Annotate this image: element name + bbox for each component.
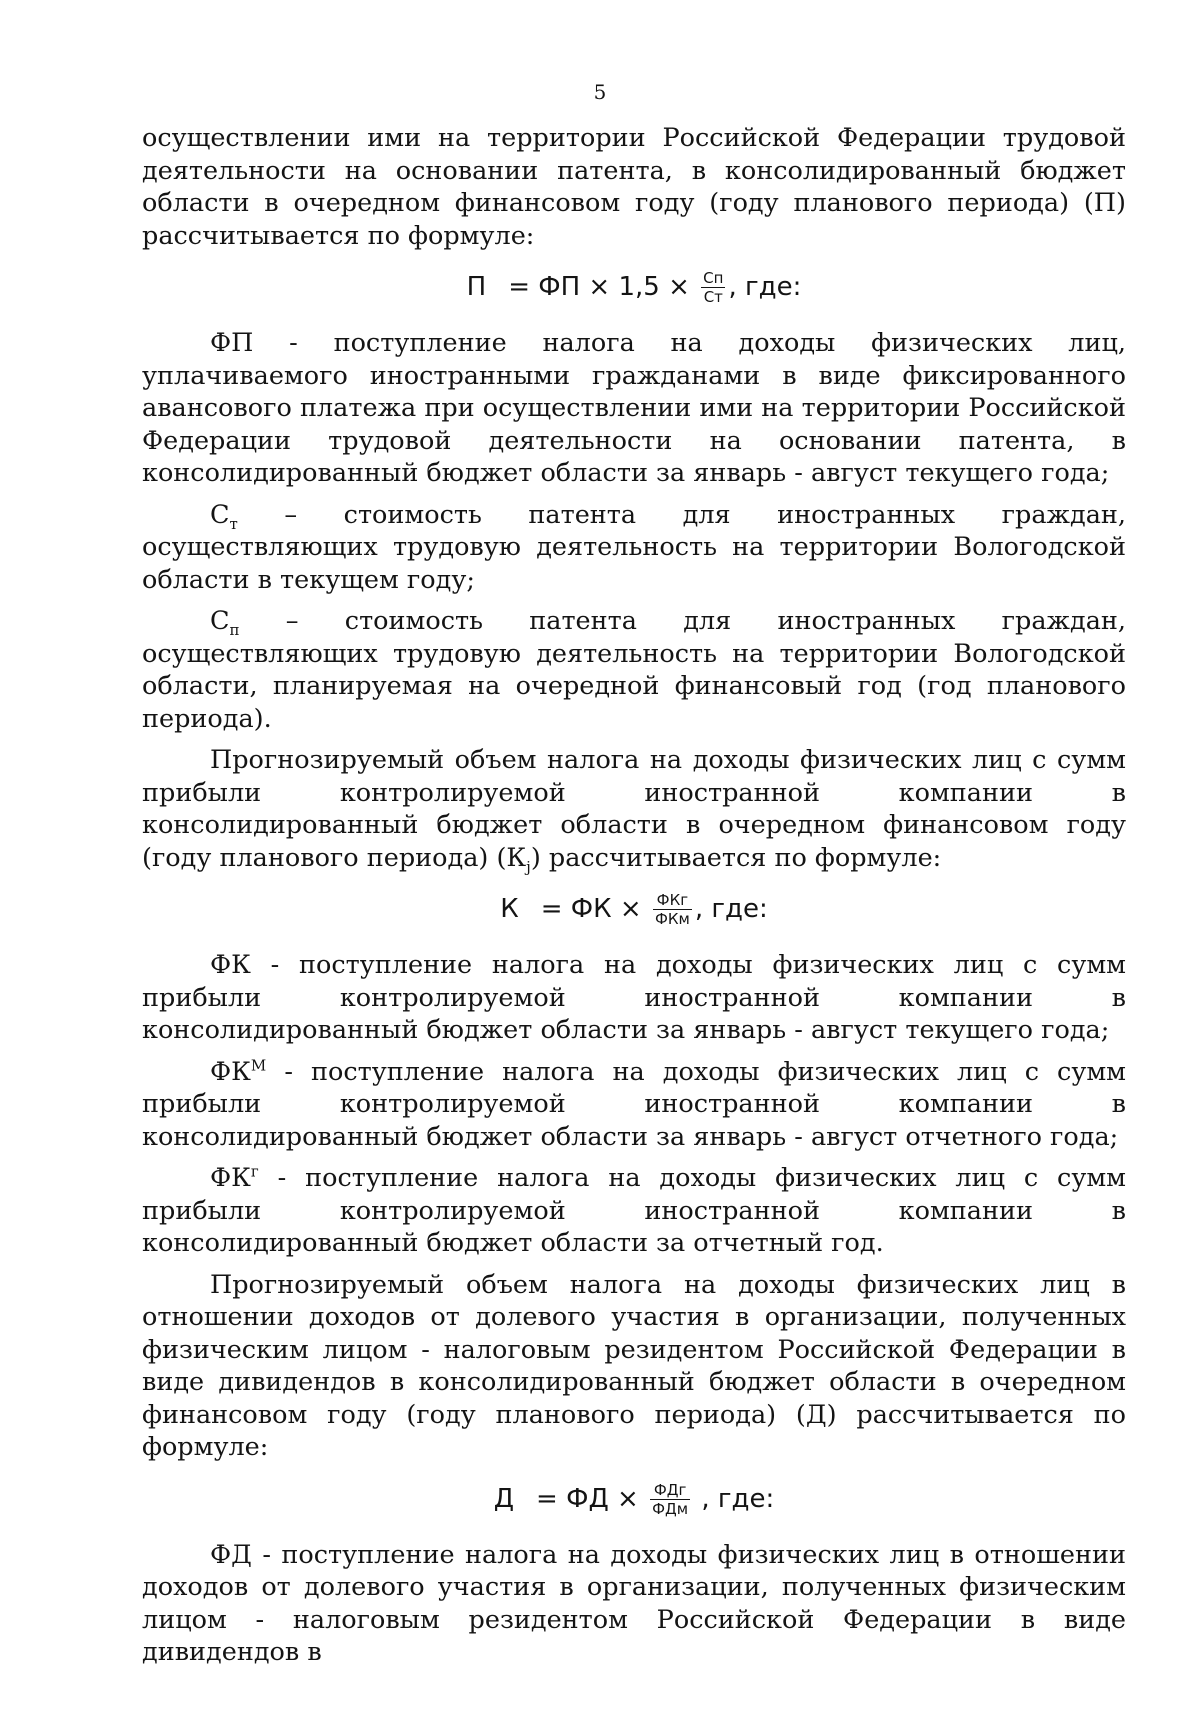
formula-rhs: = ФД × — [536, 1483, 639, 1514]
formula-d — [142, 1473, 1126, 1525]
fraction-denominator: ФКм — [654, 910, 690, 928]
definition-fk: ФК - поступление налога на доходы физических лиц с сумм прибыли контролируемой иностранной компании в консолидированный бюджет области за январь - август текущего года; — [142, 950, 1126, 1045]
definition-symbol: ФК — [210, 1056, 251, 1087]
document-body — [142, 122, 1126, 1678]
definition-subscript: т — [229, 514, 238, 533]
fraction-numerator: ФКг — [653, 891, 692, 910]
fraction-numerator: Сп — [703, 269, 724, 287]
formula-where: , где: — [728, 272, 802, 302]
definition-sp — [142, 605, 1126, 735]
definition-symbol: С — [210, 499, 230, 530]
definition-fkm — [142, 1056, 1126, 1154]
paragraph-d-forecast: Прогнозируемый объем налога на доходы физических лиц в отношении доходов от долевого участия в организации, полученных физическим лицом - налоговым резидентом Российской Федерации в виде дивидендов в консолидированный бюджет области в очередном финансовом году (году планового периода) (Д) рассчитывается по формуле: — [142, 1269, 1126, 1462]
formula-rhs: = ФП × 1,5 × — [508, 272, 690, 302]
paragraph-subscript: j — [526, 857, 531, 876]
paragraph-k-forecast — [142, 744, 1126, 874]
paragraph-text: Прогнозируемый объем налога на доходы физических лиц с сумм прибыли контролируемой иностранной компании в консолидированный бюджет области в очередном финансовом году (году планового периода) (К — [142, 745, 1126, 873]
formula-fraction — [653, 891, 692, 928]
paragraph-text-end: ) рассчитывается по формуле: — [530, 842, 942, 873]
fraction-denominator: ФДм — [652, 1499, 689, 1518]
page-number: 5 — [593, 80, 607, 104]
definition-text: – стоимость патента для иностранных граждан, осуществляющих трудовую деятельность на территории Вологодской области, планируемая на очередной финансовый год (год планового периода). — [142, 606, 1126, 734]
definition-fkg — [142, 1162, 1126, 1260]
definition-st — [142, 499, 1126, 597]
formula-lhs: П — [466, 272, 487, 302]
definition-text: – стоимость патента для иностранных граждан, осуществляющих трудовую деятельность на территории Вологодской области в текущем году; — [142, 499, 1126, 595]
formula-lhs: Д — [493, 1483, 515, 1514]
definition-symbol: ФК — [210, 1163, 251, 1193]
definition-superscript: М — [250, 1056, 267, 1074]
definition-superscript: г — [250, 1162, 259, 1181]
definition-text: - поступление налога на доходы физических лиц с сумм прибыли контролируемой иностранной компании в консолидированный бюджет области за январь - август отчетного года; — [142, 1056, 1126, 1152]
formula-rhs: = ФК × — [540, 894, 642, 924]
definition-text: - поступление налога на доходы физических лиц с сумм прибыли контролируемой иностранной компании в консолидированный бюджет области за отчетный год. — [142, 1163, 1126, 1258]
definition-subscript: п — [229, 621, 240, 640]
formula-k — [142, 883, 1126, 935]
fraction-denominator: Ст — [703, 288, 723, 306]
formula-fraction — [701, 269, 725, 306]
formula-fraction — [650, 1481, 690, 1518]
formula-lhs: К — [500, 894, 519, 924]
paragraph-continuation: осуществлении ими на территории Российской Федерации трудовой деятельности на основании патента, в консолидированный бюджет области в очередном финансовом году (году планового периода) (П) рассчитывается по формуле: — [142, 123, 1126, 251]
definition-fd: ФД - поступление налога на доходы физических лиц в отношении доходов от долевого участия в организации, полученных физическим лицом - налоговым резидентом Российской Федерации в виде дивидендов в — [142, 1539, 1126, 1667]
definition-symbol: С — [210, 606, 230, 636]
definition-fp: ФП - поступление налога на доходы физических лиц, уплачиваемого иностранными гражданами в виде фиксированного авансового платежа при осуществлении ими на территории Российской Федерации трудовой деятельности на основании патента, в консолидированный бюджет области за январь - август текущего года; — [142, 328, 1126, 488]
formula-patent — [142, 261, 1126, 313]
formula-where: , где: — [693, 1483, 775, 1514]
formula-where: , где: — [694, 894, 768, 924]
fraction-numerator: ФДг — [650, 1481, 690, 1500]
